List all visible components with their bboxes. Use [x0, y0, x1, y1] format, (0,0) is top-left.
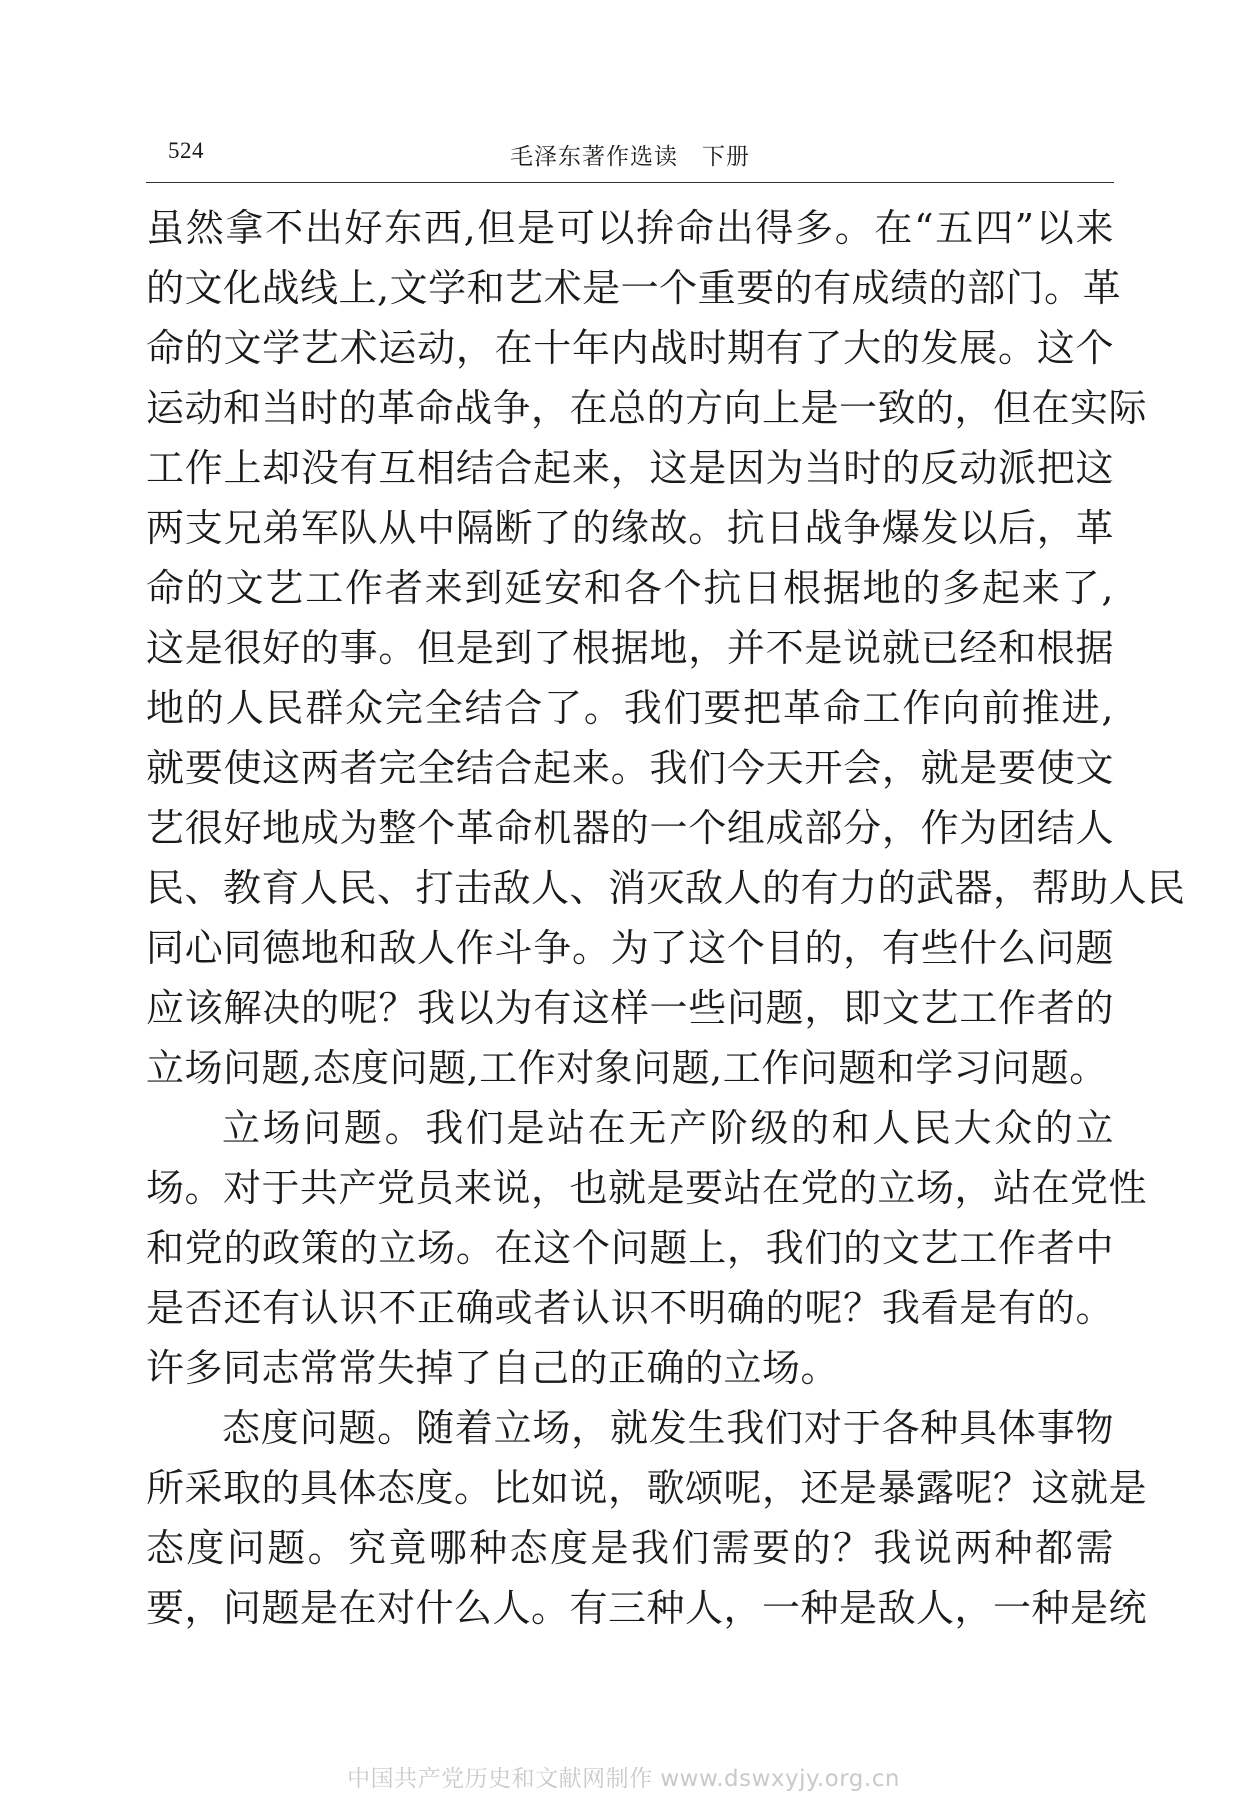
running-title: 毛泽东著作选读 下册: [510, 144, 750, 170]
body-text: [146, 198, 1186, 1638]
text-line: 地的人民群众完全结合了。我们要把革命工作向前推进,: [146, 686, 1114, 730]
text-line: 命的文学艺术运动，在十年内战时期有了大的发展。这个: [146, 326, 1114, 370]
text-line: 所采取的具体态度。比如说，歌颂呢，还是暴露呢？这就是: [146, 1466, 1148, 1510]
text-line: 场。对于共产党员来说，也就是要站在党的立场，站在党性: [146, 1166, 1148, 1210]
text-line: 是否还有认识不正确或者认识不明确的呢？我看是有的。: [146, 1286, 1114, 1330]
text-line: 和党的政策的立场。在这个问题上，我们的文艺工作者中: [146, 1226, 1114, 1270]
text-line: 运动和当时的革命战争，在总的方向上是一致的，但在实际: [146, 386, 1148, 430]
text-line: 民、教育人民、打击敌人、消灭敌人的有力的武器，帮助人民: [146, 866, 1186, 910]
text-line: 要，问题是在对什么人。有三种人，一种是敌人，一种是统: [146, 1586, 1148, 1630]
text-line: 立场问题。我们是站在无产阶级的和人民大众的立: [222, 1106, 1114, 1150]
text-line: 这是很好的事。但是到了根据地，并不是说就已经和根据: [146, 626, 1114, 670]
text-line: 立场问题,态度问题,工作对象问题,工作问题和学习问题。: [146, 1046, 1108, 1090]
text-line: 工作上却没有互相结合起来，这是因为当时的反动派把这: [146, 446, 1114, 490]
text-line: 态度问题。随着立场，就发生我们对于各种具体事物: [222, 1406, 1114, 1450]
text-line: 艺很好地成为整个革命机器的一个组成部分，作为团结人: [146, 806, 1114, 850]
text-line: 两支兄弟军队从中隔断了的缘故。抗日战争爆发以后，革: [146, 506, 1114, 550]
text-line: 应该解决的呢？我以为有这样一些问题，即文艺工作者的: [146, 986, 1114, 1030]
text-line: 就要使这两者完全结合起来。我们今天开会，就是要使文: [146, 746, 1114, 790]
text-line: 同心同德地和敌人作斗争。为了这个目的，有些什么问题: [146, 926, 1114, 970]
text-line: 的文化战线上,文学和艺术是一个重要的有成绩的部门。革: [146, 266, 1122, 310]
page-header: [146, 130, 1114, 183]
text-line: 许多同志常常失掉了自己的正确的立场。: [146, 1346, 840, 1390]
text-line: 虽然拿不出好东西,但是可以拚命出得多。在“五四”以来: [146, 206, 1114, 250]
page-number: 524: [168, 138, 204, 163]
text-line: 命的文艺工作者来到延安和各个抗日根据地的多起来了,: [146, 566, 1114, 610]
footer-watermark: 中国共产党历史和文献网制作 www.dswxyjy.org.cn: [347, 1766, 900, 1792]
text-line: 态度问题。究竟哪种态度是我们需要的？我说两种都需: [146, 1526, 1114, 1570]
